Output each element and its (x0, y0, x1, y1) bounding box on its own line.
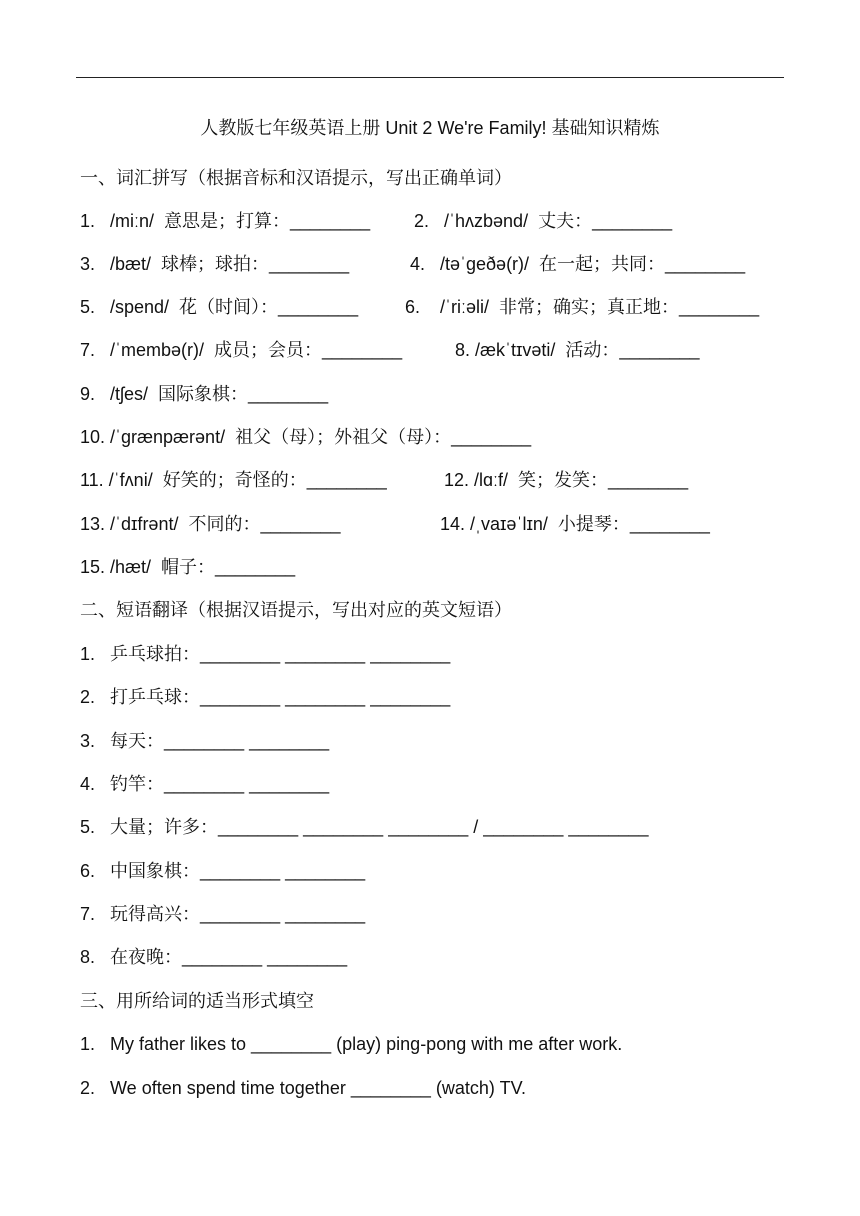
vocab-item-9: 9. /tʃes/ 国际象棋：________ (80, 384, 329, 404)
fill-item-2: 2. We often spend time together ________ (watch) TV. (80, 1078, 526, 1098)
vocab-item-2: 2. /ˈhʌzbənd/ 丈夫：________ (414, 211, 673, 231)
phrase-item-5: 5. 大量；许多：________ ________ ________ / ________ ________ (80, 817, 649, 837)
vocab-item-12: 12. /lɑːf/ 笑；发笑：________ (444, 470, 689, 490)
vocab-item-14: 14. /ˌvaɪəˈlɪn/ 小提琴：________ (440, 514, 710, 534)
vocab-item-5: 5. /spend/ 花（时间）：________ (80, 297, 359, 317)
phrase-item-8: 8. 在夜晚：________ ________ (80, 947, 348, 967)
phrase-item-4: 4. 钓竿：________ ________ (80, 774, 330, 794)
vocab-item-15: 15. /hæt/ 帽子：________ (80, 557, 296, 577)
page-title: 人教版七年级英语上册 Unit 2 We're Family! 基础知识精炼 (200, 118, 660, 138)
vocab-item-7: 7. /ˈmembə(r)/ 成员；会员：________ (80, 340, 403, 360)
vocab-item-11: 11. /ˈfʌni/ 好笑的；奇怪的：________ (80, 470, 387, 490)
section-heading-phrases: 二、短语翻译（根据汉语提示，写出对应的英文短语） (80, 600, 512, 620)
vocab-item-1: 1. /miːn/ 意思是；打算：________ (80, 211, 371, 231)
vocab-item-6: 6. /ˈriːəli/ 非常；确实；真正地：________ (405, 297, 760, 317)
phrase-item-3: 3. 每天：________ ________ (80, 731, 330, 751)
phrase-item-6: 6. 中国象棋：________ ________ (80, 861, 366, 881)
header-rule (76, 77, 784, 78)
phrase-item-1: 1. 乒乓球拍：________ ________ ________ (80, 644, 451, 664)
phrase-item-2: 2. 打乒乓球：________ ________ ________ (80, 687, 451, 707)
phrase-item-7: 7. 玩得高兴：________ ________ (80, 904, 366, 924)
vocab-item-10: 10. /ˈɡrænpærənt/ 祖父（母）；外祖父（母）：________ (80, 427, 532, 447)
vocab-item-4: 4. /təˈɡeðə(r)/ 在一起；共同：________ (410, 254, 746, 274)
vocab-item-13: 13. /ˈdɪfrənt/ 不同的：________ (80, 514, 341, 534)
section-heading-vocabulary: 一、词汇拼写（根据音标和汉语提示，写出正确单词） (80, 168, 512, 188)
vocab-item-8: 8. /ækˈtɪvəti/ 活动：________ (455, 340, 700, 360)
vocab-item-3: 3. /bæt/ 球棒；球拍：________ (80, 254, 350, 274)
section-heading-fill-blank: 三、用所给词的适当形式填空 (80, 991, 314, 1011)
fill-item-1: 1. My father likes to ________ (play) ping-pong with me after work. (80, 1034, 623, 1054)
